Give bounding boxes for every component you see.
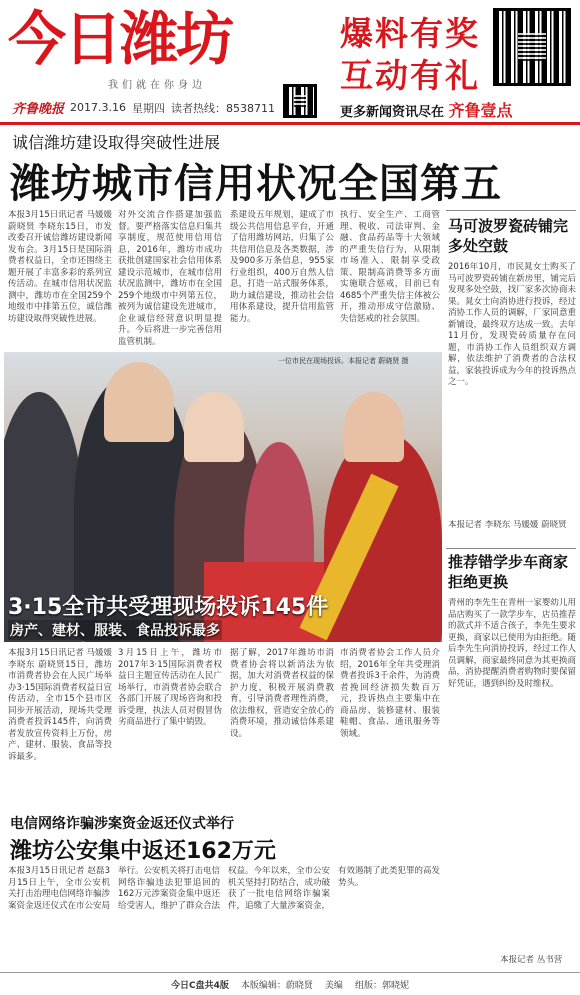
masthead-divider (0, 122, 580, 125)
ad-brand: 齐鲁壹点 (448, 101, 513, 120)
story2-column-4: 市消费者协会工作人员介绍，2016年全年共受理消费者投诉3千余件，为消费者挽回经济损失数百万元，投诉热点主要集中在商品房、装修建材、服装鞋帽、食品、通讯服务等领域。 (340, 648, 440, 739)
app-qr-code-icon[interactable] (493, 8, 571, 86)
sidebar-story1-title: 马可波罗瓷砖铺完多处空鼓 (448, 217, 569, 255)
footer-art: 美编 (324, 980, 343, 991)
story2-column-3: 据了解，2017年潍坊市消费者协会将以新消法为依据，加大对消费者权益的保护力度，积极开展消费教育，引导消费者理性消费，依法维权，营造安全放心的消费环境，推动诚信体系建设。 (230, 648, 334, 739)
story2-column-2: 3月15日上午，潍坊市2017年3·15国际消费者权益日主题宣传活动在人民广场举行，市消费者协会联合各部门开展了现场咨询和投诉受理，执法人员对假冒伪劣商品进行了集中销毁。 (118, 648, 222, 727)
lead-column-2: 对外交流合作搭建加强监督。要严格落实信息归集共享制度，规范使用信用信息，2016年，潍坊市成功获批创建国家社会信用体系建设示范城市，在城市信用状况监测中，潍坊市在全国259个地级市中列第五位，被列为诚信建设先进城市，企业诚信经营意识明显提升。今后将进一步完善信用监管机制。 (118, 210, 222, 347)
ad-line-1: 爆料有奖 (340, 14, 480, 53)
footer-editor: 本版编辑：蔚晓贤 (240, 980, 313, 991)
photo-caption: 一位市民在现场投诉。本报记者 蔚晓贤 摄 (278, 357, 409, 365)
sidebar-divider (446, 210, 576, 211)
lead-column-1: 本报3月15日讯记者 马媛媛 蔚晓贤 李晓东15日，市发改委召开诚信潍坊建设新闻发布会。3月15日是国际消费者权益日，全市还围绕主题开展了丰富多彩的系列宣传活动。在城市信用状况监测中，潍坊市在全国259个地级市中排第五位，诚信潍坊建设取得突破性进展。 (8, 210, 112, 324)
photo-subheadline: 房产、建材、服装、食品投诉最多 (8, 620, 222, 640)
issue-weekday: 星期四 (132, 101, 165, 115)
photo-person-head (344, 392, 404, 462)
sidebar-story1-byline: 本报记者 李晓东 马媛媛 蔚晓贤 (448, 520, 567, 530)
ad-line-2: 互动有礼 (340, 56, 480, 95)
lead-kicker: 诚信潍坊建设取得突破性进展 (12, 133, 221, 152)
story3-headline: 潍坊公安集中返还162万元 (10, 839, 276, 864)
page-footer (0, 972, 580, 995)
ad-bottom-text: 更多新闻资讯尽在 (340, 105, 445, 120)
photo-headline: 3·15全市共受理现场投诉145件 (8, 595, 329, 620)
sidebar-story2-byline: 本报记者 丛书营 (500, 955, 563, 965)
footer-page: 今日C盘共4版 (171, 980, 229, 991)
issue-date: 2017.3.16 (70, 101, 126, 114)
masthead-slogan: 我们就在你身边 (108, 80, 206, 91)
sidebar-story2-title: 推荐错学步车商家拒绝更换 (448, 553, 569, 591)
story3-body: 本报3月15日讯记者 赵磊3月15日上午，全市公安机关打击治理电信网络诈骗涉案资金返还仪式在市公安局举行。公安机关将打击电信网络诈骗违法犯罪追回的162万元涉案资金集中返还给受害人，维护了群众合法权益。今年以来，全市公安机关坚持打防结合，成功破获了一批电信网络诈骗案件，追缴了大量涉案资金，有效遏制了此类犯罪的高发势头。 (8, 866, 440, 911)
photo-person-head (184, 392, 244, 462)
paper-name: 齐鲁晚报 (12, 102, 65, 117)
lead-headline: 潍坊城市信用状况全国第五 (10, 161, 502, 207)
lead-column-3: 系建设五年规划，建成了市级公共信用信息平台，开通了信用潍坊网站，归集了公共信用信息及各类数据，涉及900多万条信息，955家行业组织，400万自然人信息，打造一站式服务体系，助力诚信建设，推动社会信用体系建设，提升信用监管能力。 (230, 210, 334, 324)
sidebar-story1-body: 2016年10月，市民晁女士购买了马可波罗瓷砖铺在新房里，铺完后发现多处空鼓，找厂家多次协商未果。晁女士向消协进行投诉，经过消协工作人员的调解，厂家同意重新铺设，最终双方达成一致。去年11月份，发现瓷砖质量存在问题，市消协工作人员组织双方调解，依法维护了消费者的合法权益，家装投诉成为今年的投诉热点之一。 (448, 262, 576, 387)
lead-column-4: 执行、安全生产、工商管理、税收、司法审判、金融、食品药品等十大领域的严重失信行为，从限制市场准入、限制享受政策、限制高消费等多方面实施联合惩戒，目前已有4685个严重失信主体被公开，推动形成守信激励、失信惩戒的社会氛围。 (340, 210, 440, 324)
masthead-logo: 今日潍坊 (8, 5, 233, 73)
sidebar-story2-body: 青州的李先生在青州一家婴幼儿用品店购买了一款学步车，店员推荐的款式并不适合孩子，李先生要求更换，商家以已使用为由拒绝。随后李先生向消协投诉，经过工作人员调解，商家最终同意为其更换商品，消协提醒消费者购物时要保留好凭证，遇到纠纷及时维权。 (448, 598, 576, 689)
story3-kicker: 电信网络诈骗涉案资金返还仪式举行 (10, 816, 234, 832)
story2-column-1: 本报3月15日讯记者 马媛媛 李晓东 蔚晓贤15日，潍坊市消费者协会在人民广场举办3·15国际消费者权益日宣传活动，全市15个县市区同步开展活动，现场共受理消费者投诉145件，向消费者发放宣传资料上万份，房产、建材、服装、食品等投诉最多。 (8, 648, 112, 762)
qr-code-icon[interactable] (283, 84, 317, 118)
footer-proof: 组版：郭晓妮 (354, 980, 409, 991)
masthead (0, 0, 580, 122)
sidebar-divider (446, 548, 576, 549)
masthead-infobar (12, 98, 275, 117)
reader-hotline: 读者热线：8538711 (171, 101, 275, 115)
ad-bottom-line (340, 98, 513, 121)
photo-person-head (104, 362, 174, 442)
